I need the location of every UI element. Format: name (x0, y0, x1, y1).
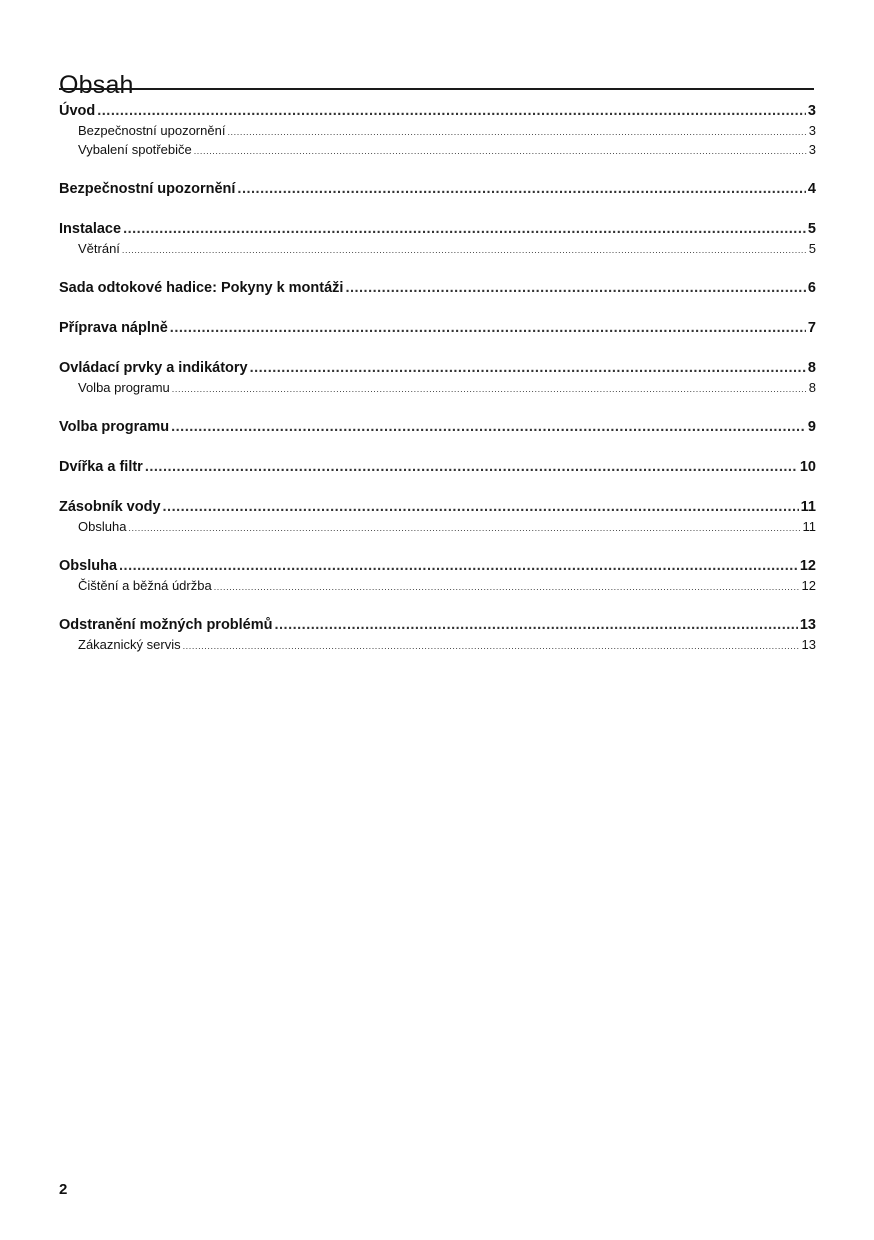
dot-leader (194, 140, 807, 161)
toc-subentry-page: 3 (808, 142, 816, 157)
toc-subentry-title: Obsluha (78, 519, 127, 534)
title-rule (59, 88, 814, 90)
page-number: 2 (59, 1181, 68, 1198)
toc-subentry[interactable] (59, 121, 816, 140)
toc-entry[interactable] (59, 179, 816, 199)
toc-entry[interactable] (59, 219, 816, 239)
page-title: Obsah (59, 70, 134, 99)
dot-leader (145, 457, 798, 477)
toc-section (59, 497, 816, 536)
toc-entry[interactable] (59, 318, 816, 338)
toc-entry-page: 3 (807, 103, 816, 119)
toc-subentry-page: 8 (808, 380, 816, 395)
toc-section (59, 556, 816, 595)
dot-leader (275, 615, 798, 635)
dot-leader (119, 556, 798, 576)
toc-section (59, 101, 816, 159)
dot-leader (123, 219, 806, 239)
toc-entry[interactable] (59, 615, 816, 635)
toc-subentry[interactable] (59, 140, 816, 159)
dot-leader (171, 417, 806, 437)
dot-leader (172, 378, 807, 399)
toc-subentry-page: 5 (808, 241, 816, 256)
toc-section (59, 219, 816, 258)
toc-section (59, 417, 816, 437)
toc-entry-page: 8 (807, 360, 816, 376)
dot-leader (97, 101, 806, 121)
toc-subentry-title: Čištění a běžná údržba (78, 578, 212, 593)
dot-leader (163, 497, 799, 517)
toc-entry-title: Úvod (59, 103, 96, 119)
toc-subentry-title: Volba programu (78, 380, 170, 395)
toc-entry-page: 7 (807, 320, 816, 336)
dot-leader (227, 121, 806, 142)
toc-entry-title: Dvířka a filtr (59, 459, 143, 475)
toc-entry[interactable] (59, 358, 816, 378)
toc-entry-page: 5 (807, 221, 816, 237)
dot-leader (237, 179, 806, 199)
toc-entry-title: Volba programu (59, 419, 170, 435)
toc-entry-page: 11 (800, 499, 816, 515)
toc-subentry-title: Zákaznický servis (78, 637, 181, 652)
dot-leader (122, 239, 807, 260)
toc-entry[interactable] (59, 278, 816, 298)
toc-entry-page: 12 (799, 558, 816, 574)
toc-subentry-title: Bezpečnostní upozornění (78, 123, 226, 138)
toc-section (59, 457, 816, 477)
dot-leader (128, 517, 800, 538)
toc-section (59, 615, 816, 654)
toc-subentry-page: 3 (808, 123, 816, 138)
toc-subentry[interactable] (59, 576, 816, 595)
toc-entry[interactable] (59, 556, 816, 576)
dot-leader (345, 278, 805, 298)
toc-entry-title: Ovládací prvky a indikátory (59, 360, 248, 376)
toc-subentry[interactable] (59, 378, 816, 397)
toc-entry-title: Zásobník vody (59, 499, 161, 515)
toc-section (59, 318, 816, 338)
toc-section (59, 278, 816, 298)
toc-entry-title: Bezpečnostní upozornění (59, 181, 236, 197)
toc-entry-page: 6 (807, 280, 816, 296)
toc-entry-page: 4 (807, 181, 816, 197)
toc-entry[interactable] (59, 497, 816, 517)
toc-section (59, 358, 816, 397)
toc-entry[interactable] (59, 417, 816, 437)
toc-subentry[interactable] (59, 239, 816, 258)
toc-subentry-title: Vybalení spotřebiče (78, 142, 192, 157)
dot-leader (183, 635, 800, 656)
toc-entry-title: Instalace (59, 221, 122, 237)
table-of-contents (59, 101, 816, 674)
toc-entry[interactable] (59, 457, 816, 477)
toc-entry-page: 13 (799, 617, 816, 633)
toc-entry[interactable] (59, 101, 816, 121)
toc-subentry-title: Větrání (78, 241, 120, 256)
dot-leader (250, 358, 806, 378)
dot-leader (214, 576, 800, 597)
toc-entry-title: Příprava náplně (59, 320, 168, 336)
dot-leader (170, 318, 806, 338)
toc-entry-page: 10 (799, 459, 816, 475)
toc-entry-page: 9 (807, 419, 816, 435)
toc-section (59, 179, 816, 199)
toc-entry-title: Obsluha (59, 558, 118, 574)
toc-subentry[interactable] (59, 517, 816, 536)
toc-entry-title: Odstranění možných problémů (59, 617, 273, 633)
toc-subentry-page: 12 (801, 578, 816, 593)
toc-subentry-page: 13 (801, 637, 816, 652)
toc-subentry-page: 11 (802, 519, 816, 534)
toc-subentry[interactable] (59, 635, 816, 654)
toc-entry-title: Sada odtokové hadice: Pokyny k montáži (59, 280, 344, 296)
